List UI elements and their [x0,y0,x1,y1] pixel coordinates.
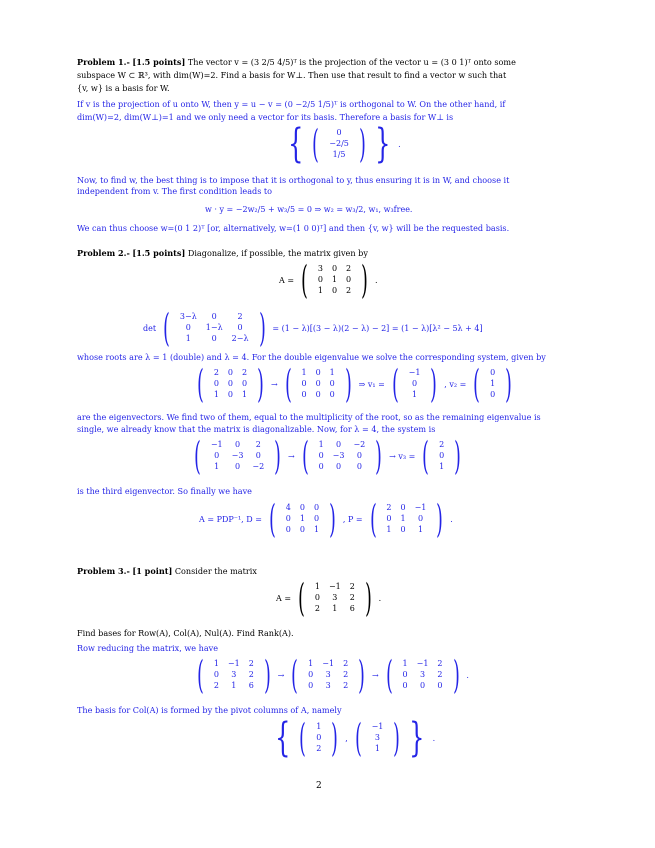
matrix-a3-definition: A = ( 1 −1 2 0 3 2 2 1 6 ) . [276,576,382,620]
eigenvector-1: −1 0 1 [408,368,421,399]
problem-3-statement: Problem 3.- [1 point] Consider the matrix [77,566,257,576]
page-number: 2 [316,781,322,791]
det-matrix: 3−λ 0 2 0 1−λ 0 1 0 2−λ [179,312,249,343]
problem-2-points: [1.5 points] [132,248,186,258]
problem-1-answer-line-4: independent from v. The first condition leads to [77,186,273,196]
characteristic-polynomial: det ( 3−λ 0 2 0 1−λ 0 1 0 2−λ ) = (1 − λ)[(3 − λ)(2 − λ) − 2] = (1 − λ)[λ² − 5λ + 4] [143,306,483,350]
problem-1-text: The vector v = (3 2/5 4/5)ᵀ is the projection of the vector u = (3 0 1)ᵀ onto some [187,57,516,67]
row-reduction: ( 1 −1 2 0 3 2 2 1 6 ) → ( 1 −1 2 0 3 2 0 3 2 ) → ( 1 −1 2 0 3 2 0 0 0 ) . [197,653,469,697]
matrix-a-definition: A = ( 3 0 2 0 1 0 1 0 2 ) . [279,258,378,302]
eigenvector-2: 0 1 0 [490,368,496,399]
matrix-p: 2 0 −1 0 1 0 1 0 1 [386,503,427,534]
problem-3-answer-line-1: Row reducing the matrix, we have [77,643,219,653]
problem-2-answer-line-4: is the third eigenvector. So finally we have [77,486,252,496]
problem-1-heading: Problem 1.- [77,57,130,67]
orthogonality-equation: w · y = −2w₂/5 + w₃/5 = 0 ⇒ w₂ = w₃/2, w₁, w₃free. [205,205,413,214]
problem-3-points: [1 point] [132,566,173,576]
basis-vector: 0 −2/5 1/5 [329,128,349,159]
eigenvalue-4-system: ( −1 0 2 0 −3 0 1 0 −2 ) → ( 1 0 −2 0 −3 0 0 0 0 ) → v₃ = ( 2 0 1 ) [194,434,461,478]
problem-2-statement: Problem 2.- [1.5 points] Diagonalize, if possible, the matrix given by [77,248,368,258]
eigenvector-3: 2 0 1 [439,440,445,471]
problem-2-answer-line-3: single, we already know that the matrix is diagonalizable. Now, for λ = 4, the system is [77,424,436,434]
problem-3-question: Find bases for Row(A), Col(A), Nul(A). Find Rank(A). [77,628,294,638]
problem-2-answer-line-1: whose roots are λ = 1 (double) and λ = 4. For the double eigenvalue we solve the corresponding system, given by [77,352,546,362]
diagonalization-result: A = PDP⁻¹, D = ( 4 0 0 0 1 0 0 0 1 ) , P = ( 2 0 −1 0 1 0 1 0 1 ) . [199,497,453,541]
column-space-basis: { ( 1 0 2 ) , ( −1 3 1 ) } . [275,715,436,761]
matrix-d: 4 0 0 0 1 0 0 0 1 [285,503,320,534]
problem-1-answer-line-2: dim(W)=2, dim(W⊥)=1 and we only need a vector for its basis. Therefore a basis for W⊥ is [77,112,454,122]
problem-1-answer-line-1: If v is the projection of u onto W, then y = u − v = (0 −2/5 1/5)ᵀ is orthogonal to W. On the other hand, if [77,99,506,109]
problem-1-answer-line-5: We can thus choose w=(0 1 2)ᵀ [or, alternatively, w=(1 0 0)ᵀ] and then {v, w} will be the requested basis. [77,223,510,233]
problem-1-statement-line-2: subspace W ⊂ ℝ³, with dim(W)=2. Find a basis for W⊥. Then use that result to find a vector w such that [77,70,507,80]
problem-1-points: [1.5 points] [132,57,186,67]
problem-1-answer-line-3: Now, to find w, the best thing is to impose that it is orthogonal to y, thus ensuring it is in W, and choose it [77,175,510,185]
problem-3-heading: Problem 3.- [77,566,130,576]
problem-2-answer-line-2: are the eigenvectors. We find two of them, equal to the multiplicity of the root, so as the remaining eigenvalue is [77,412,541,422]
matrix-a: 3 0 2 0 1 0 1 0 2 [317,264,352,295]
problem-1-statement-line-3: {v, w} is a basis for W. [77,83,170,93]
matrix-a3: 1 −1 2 0 3 2 2 1 6 [314,582,355,613]
problem-1-statement-line-1 [77,57,516,67]
problem-2-heading: Problem 2.- [77,248,130,258]
problem-3-answer-line-2: The basis for Col(A) is formed by the pivot columns of A, namely [77,705,342,715]
eigenvalue-1-system: ( 2 0 2 0 0 0 1 0 1 ) → ( 1 0 1 0 0 0 0 0 0 ) ⇒ v₁ = ( −1 0 1 ) , v₂ = ( 0 1 0 ) [197,362,512,406]
orthogonal-complement-basis: { ( 0 −2/5 1/5 ) } . [288,121,401,167]
